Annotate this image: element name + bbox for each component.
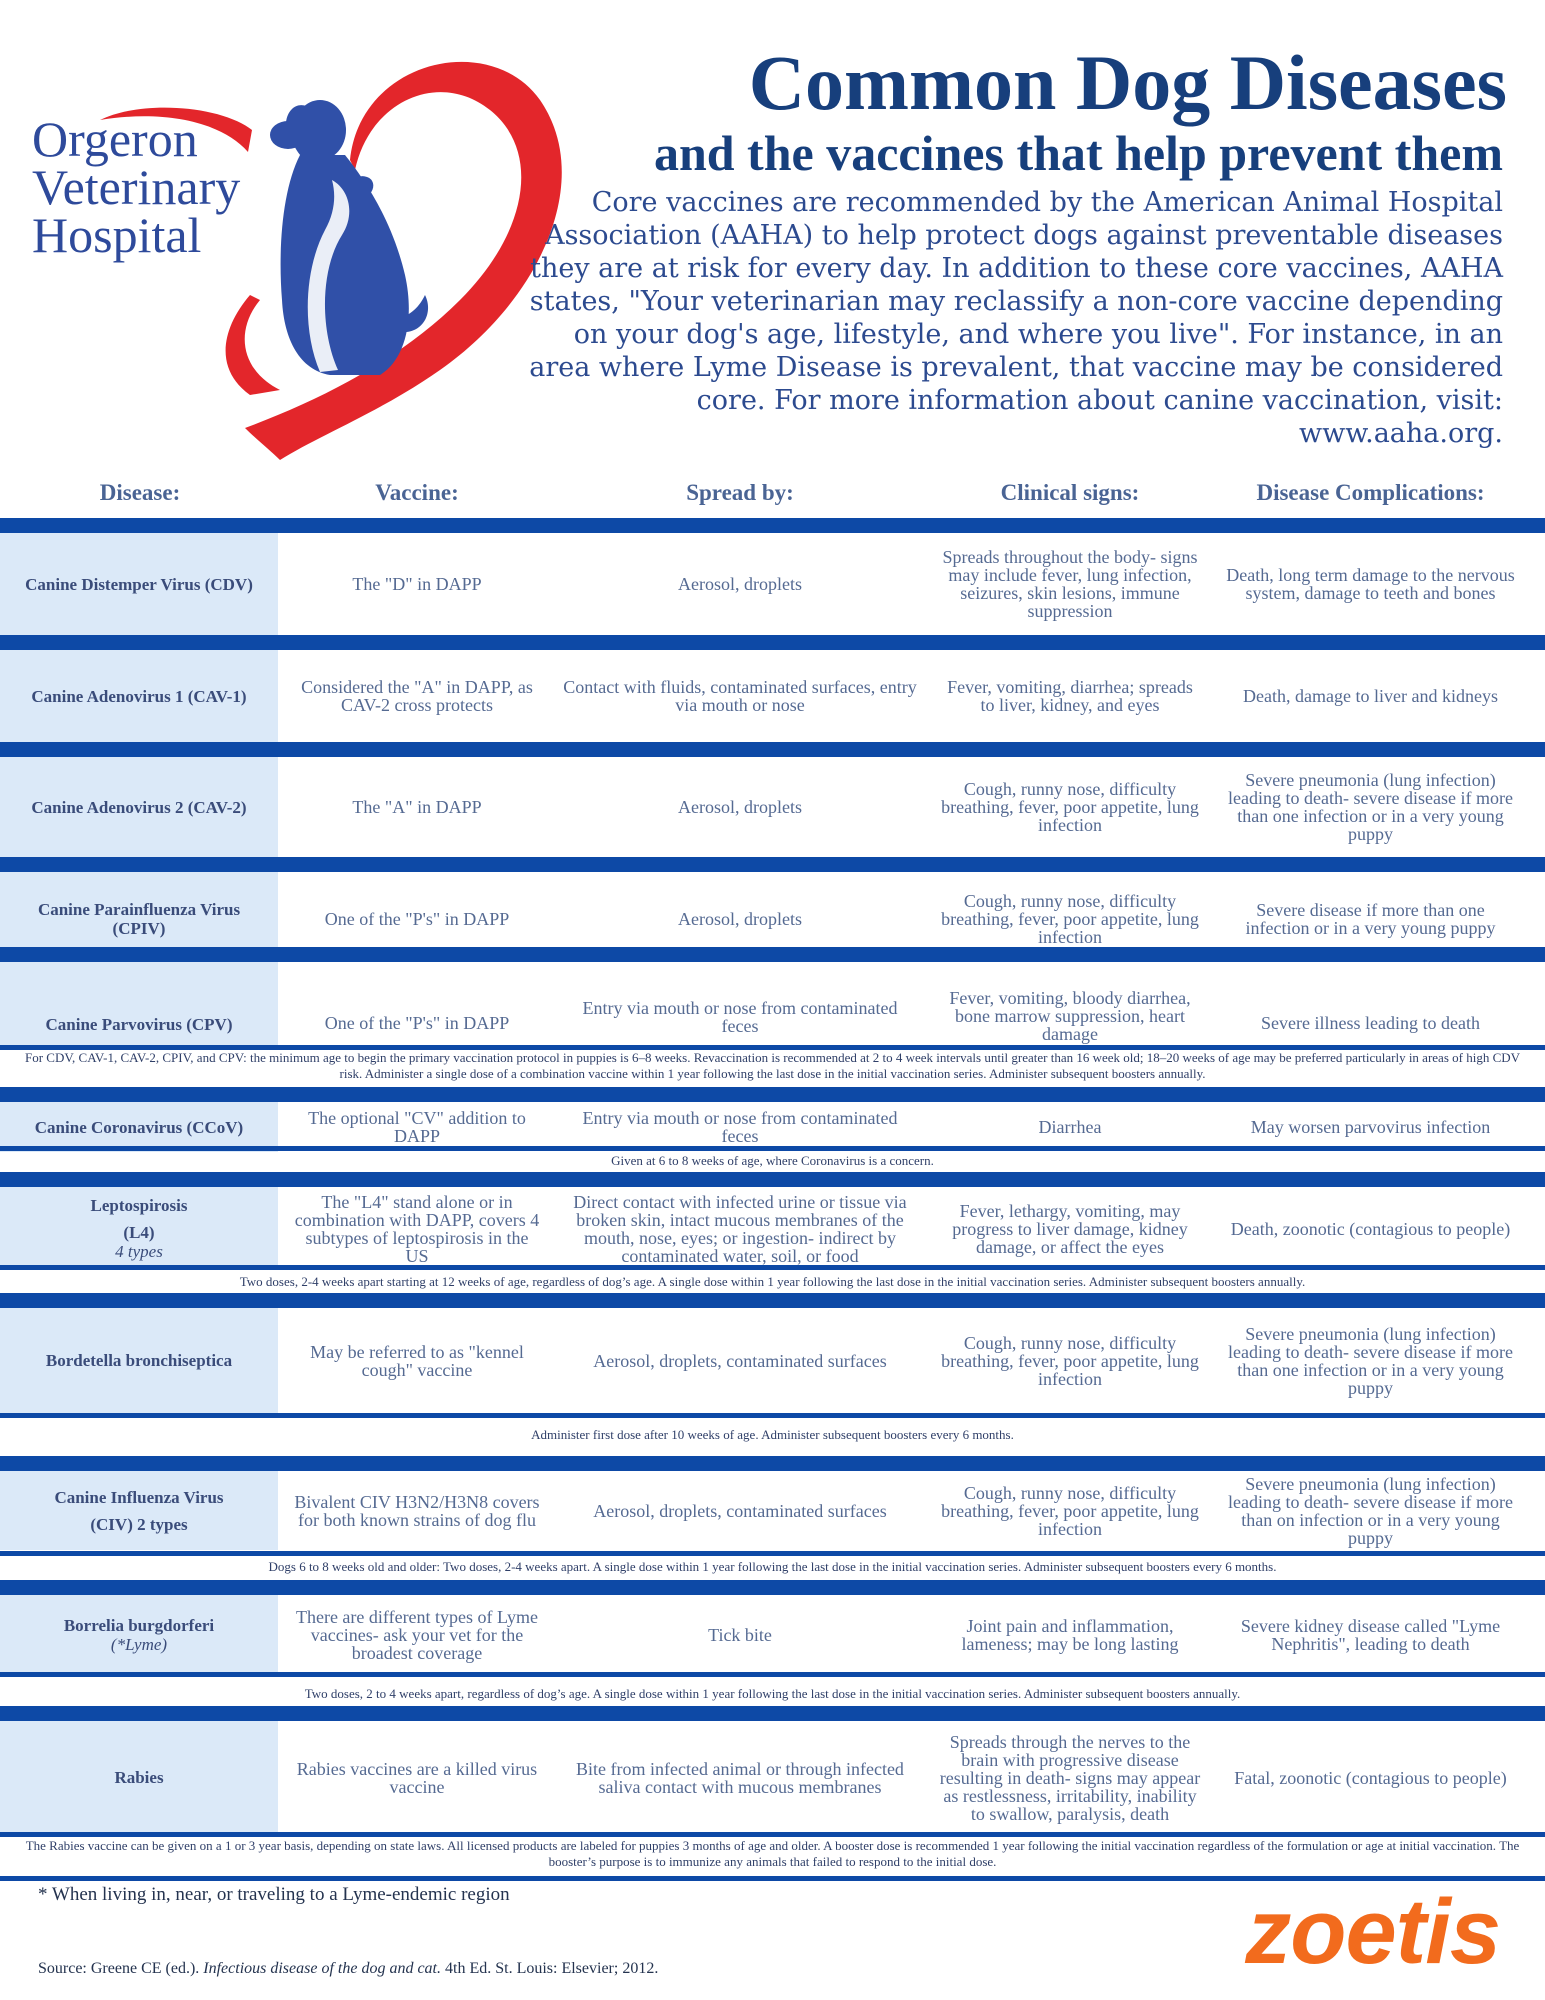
note-rabies: The Rabies vaccine can be given on a 1 or 3 year basis, depending on state laws. All licensed products are labeled for puppies 3 months of age and older. A booster dose is recommended 1 year following the initial vaccination regardless of the formulation or age at initial vaccination. The booster’s purpose is to immunize any animals that failed to respond to the initial dose. bbox=[25, 1838, 1520, 1869]
lyme-footnote: * When living in, near, or traveling to a Lyme-endemic region bbox=[38, 1884, 510, 1905]
spread-cell: Aerosol, droplets, contaminated surfaces bbox=[593, 1500, 887, 1521]
row-divider bbox=[0, 947, 1545, 962]
row-divider bbox=[0, 1265, 1545, 1270]
disease-cell: Canine Influenza Virus (CIV) 2 types bbox=[0, 1471, 278, 1550]
spread-cell: Aerosol, droplets bbox=[678, 908, 802, 929]
complications-cell: Severe kidney disease called "Lyme Nephritis", leading to death bbox=[1240, 1616, 1501, 1654]
col-header-complications: Disease Complications: bbox=[1256, 480, 1485, 505]
page-subtitle: and the vaccines that help prevent them bbox=[653, 125, 1503, 181]
table-row-ccov bbox=[0, 1102, 1545, 1152]
row-divider bbox=[0, 1580, 1545, 1595]
signs-cell: Spreads throughout the body- signs may include fever, lung infection, seizures, skin lesions, immune suppression bbox=[942, 547, 1198, 621]
complications-cell: Severe pneumonia (lung infection) leading to death- severe disease if more than one infection or in a very young puppy bbox=[1228, 1323, 1513, 1398]
signs-cell: Cough, runny nose, difficulty breathing, fever, poor appetite, lung infection bbox=[941, 1332, 1199, 1389]
disease-cell: Canine Parvovirus (CPV) bbox=[0, 962, 278, 1050]
row-divider bbox=[0, 1172, 1545, 1187]
vaccine-cell: The "L4" stand alone or in combination with DAPP, covers 4 subtypes of leptospirosis in the US bbox=[294, 1191, 540, 1266]
disease-cell: Leptospirosis (L4) 4 types bbox=[0, 1187, 278, 1270]
table-row-influenza bbox=[0, 1471, 1545, 1550]
signs-cell: Cough, runny nose, difficulty breathing, fever, poor appetite, lung infection bbox=[941, 890, 1199, 947]
disease-cell: Rabies bbox=[0, 1721, 278, 1834]
spread-cell: Bite from infected animal or through infected saliva contact with mucous membranes bbox=[576, 1758, 904, 1797]
spread-cell: Tick bite bbox=[708, 1625, 772, 1645]
spread-cell: Aerosol, droplets bbox=[678, 574, 802, 594]
row-divider bbox=[0, 1551, 1545, 1556]
vaccine-cell: The "A" in DAPP bbox=[352, 797, 482, 817]
row-divider bbox=[0, 1146, 1545, 1151]
table-row-cpv bbox=[0, 962, 1545, 1050]
row-divider bbox=[0, 857, 1545, 872]
signs-cell: Fever, vomiting, diarrhea; spreads to liver, kidney, and eyes bbox=[947, 677, 1193, 715]
vaccine-cell: Considered the "A" in DAPP, as CAV-2 cross protects bbox=[301, 677, 533, 715]
hospital-logo bbox=[20, 40, 580, 480]
disease-cell: Canine Adenovirus 2 (CAV-2) bbox=[0, 757, 278, 857]
spread-cell: Aerosol, droplets, contaminated surfaces bbox=[593, 1350, 887, 1371]
vaccine-cell: There are different types of Lyme vaccines- ask your vet for the broadest coverage bbox=[295, 1607, 539, 1663]
spread-cell: Direct contact with infected urine or tissue via broken skin, intact mucous membranes of the mouth, nose, eyes; or ingestion- indirect by contaminated water, soil, or food bbox=[573, 1191, 907, 1266]
table-row-lyme bbox=[0, 1595, 1545, 1675]
col-header-disease: Disease: bbox=[99, 480, 181, 505]
row-divider bbox=[0, 518, 1545, 533]
complications-cell: Severe disease if more than one infection or in a very young puppy bbox=[1245, 899, 1496, 938]
complications-cell: Fatal, zoonotic (contagious to people) bbox=[1234, 1767, 1507, 1788]
signs-cell: Diarrhea bbox=[1038, 1117, 1102, 1137]
col-header-signs: Clinical signs: bbox=[1000, 480, 1140, 505]
disease-cell: Borrelia burgdorferi (*Lyme) bbox=[0, 1595, 278, 1675]
row-divider bbox=[0, 1706, 1545, 1721]
spread-cell: Entry via mouth or nose from contaminated feces bbox=[582, 1108, 898, 1146]
spread-cell: Entry via mouth or nose from contaminated feces bbox=[582, 998, 898, 1036]
vaccine-cell: The optional "CV" addition to DAPP bbox=[308, 1108, 526, 1146]
note-influenza: Dogs 6 to 8 weeks old and older: Two doses, 2-4 weeks apart. A single dose within 1 year following the last dose in the initial vaccination series. Administer subsequent boosters every 6 months. bbox=[268, 1559, 1277, 1574]
disease-cell: Bordetella bronchiseptica bbox=[0, 1308, 278, 1413]
complications-cell: May worsen parvovirus infection bbox=[1250, 1117, 1491, 1137]
note-corona: Given at 6 to 8 weeks of age, where Coronavirus is a concern. bbox=[611, 1153, 934, 1168]
disease-cell: Canine Adenovirus 1 (CAV-1) bbox=[0, 650, 278, 742]
row-divider bbox=[0, 1672, 1545, 1677]
signs-cell: Spreads through the nerves to the brain with progressive disease resulting in death- signs may appear as restlessness, irritability, inability to swallow, paralysis, death bbox=[939, 1731, 1201, 1824]
note-bordetella: Administer first dose after 10 weeks of age. Administer subsequent boosters every 6 months. bbox=[531, 1427, 1014, 1442]
table-row-cav2 bbox=[0, 757, 1545, 857]
row-divider bbox=[0, 1293, 1545, 1308]
note-lyme: Two doses, 2 to 4 weeks apart, regardless of dog’s age. A single dose within 1 year following the last dose in the initial vaccination series. Administer subsequent boosters annually. bbox=[304, 1686, 1241, 1701]
row-divider bbox=[0, 1087, 1545, 1102]
table-row-lepto bbox=[0, 1187, 1545, 1270]
disease-cell: Canine Coronavirus (CCoV) bbox=[0, 1102, 278, 1152]
hospital-name: Orgeron Veterinary Hospital bbox=[32, 111, 241, 263]
intro-paragraph: Core vaccines are recommended by the American Animal Hospital Association (AAHA) to help protect dogs against preventable diseases they are at risk for every day. In addition to these core vaccines, AAHA states, "Your veterinarian may reclassify a non-core vaccine depending on your dog's age, lifestyle, and where you live". For instance, in an area where Lyme Disease is prevalent, that vaccine may be considered core. For more information about canine vaccination, visit: www.aaha.org. bbox=[529, 187, 1503, 449]
note-core: For CDV, CAV-1, CAV-2, CPIV, and CPV: the minimum age to begin the primary vaccination protocol in puppies is 6–8 weeks. Revaccination is recommended at 2 to 4 week intervals until greater than 16 week old; 18–20 weeks of age may be preferred particularly in areas of high CDV risk. Administer a single dose of a combination vaccine within 1 year following the last dose in the initial vaccination series. Administer subsequent boosters annually. bbox=[24, 1050, 1521, 1081]
vaccine-cell: The "D" in DAPP bbox=[352, 574, 482, 594]
vaccine-cell: One of the "P's" in DAPP bbox=[324, 1013, 510, 1033]
vaccine-cell: One of the "P's" in DAPP bbox=[324, 908, 510, 929]
signs-cell: Joint pain and inflammation, lameness; may be long lasting bbox=[961, 1616, 1179, 1654]
table-row-bordetella bbox=[0, 1308, 1545, 1413]
signs-cell: Fever, vomiting, bloody diarrhea, bone marrow suppression, heart damage bbox=[949, 988, 1191, 1044]
spread-cell: Contact with fluids, contaminated surfaces, entry via mouth or nose bbox=[563, 677, 917, 715]
col-header-spread: Spread by: bbox=[686, 480, 794, 505]
disease-cell: Canine Distemper Virus (CDV) bbox=[0, 533, 278, 635]
signs-cell: Fever, lethargy, vomiting, may progress to liver damage, kidney damage, or affect the eyes bbox=[952, 1200, 1188, 1257]
page-title: Common Dog Diseases bbox=[748, 39, 1507, 126]
vaccine-cell: Rabies vaccines are a killed virus vaccine bbox=[296, 1758, 538, 1797]
row-divider bbox=[0, 635, 1545, 650]
row-divider bbox=[0, 1413, 1545, 1418]
complications-cell: Severe pneumonia (lung infection) leading to death- severe disease if more than on infection or in a very young puppy bbox=[1228, 1473, 1513, 1548]
col-header-vaccine: Vaccine: bbox=[375, 480, 459, 505]
zoetis-logo: zoetis bbox=[1245, 1881, 1500, 1983]
complications-cell: Death, damage to liver and kidneys bbox=[1243, 686, 1498, 706]
table-row-cav1 bbox=[0, 650, 1545, 742]
complications-cell: Death, zoonotic (contagious to people) bbox=[1230, 1218, 1511, 1239]
table-row-cdv bbox=[0, 533, 1545, 635]
row-divider bbox=[0, 742, 1545, 757]
disease-cell: Canine Parainfluenza Virus (CPIV) bbox=[0, 872, 278, 965]
complications-cell: Severe pneumonia (lung infection) leading to death- severe disease if more than one infection or in a very young puppy bbox=[1228, 770, 1513, 844]
signs-cell: Cough, runny nose, difficulty breathing, fever, poor appetite, lung infection bbox=[941, 779, 1199, 835]
signs-cell: Cough, runny nose, difficulty breathing, fever, poor appetite, lung infection bbox=[941, 1482, 1199, 1539]
complications-cell: Severe illness leading to death bbox=[1261, 1013, 1480, 1033]
spread-cell: Aerosol, droplets bbox=[678, 797, 802, 817]
complications-cell: Death, long term damage to the nervous system, damage to teeth and bones bbox=[1226, 565, 1515, 603]
row-divider bbox=[0, 1456, 1545, 1471]
table-row-rabies bbox=[0, 1721, 1545, 1834]
note-lepto: Two doses, 2-4 weeks apart starting at 12 weeks of age, regardless of dog’s age. A single dose within 1 year following the last dose in the initial vaccination series. Administer subsequent boosters annually. bbox=[239, 1274, 1306, 1289]
row-divider bbox=[0, 1832, 1545, 1837]
vaccine-cell: May be referred to as "kennel cough" vaccine bbox=[310, 1341, 524, 1380]
source-citation: Source: Greene CE (ed.). Infectious disease of the dog and cat. 4th Ed. St. Louis: Elsevier; 2012. bbox=[38, 1960, 659, 1977]
vaccine-cell: Bivalent CIV H3N2/H3N8 covers for both known strains of dog flu bbox=[294, 1491, 540, 1530]
